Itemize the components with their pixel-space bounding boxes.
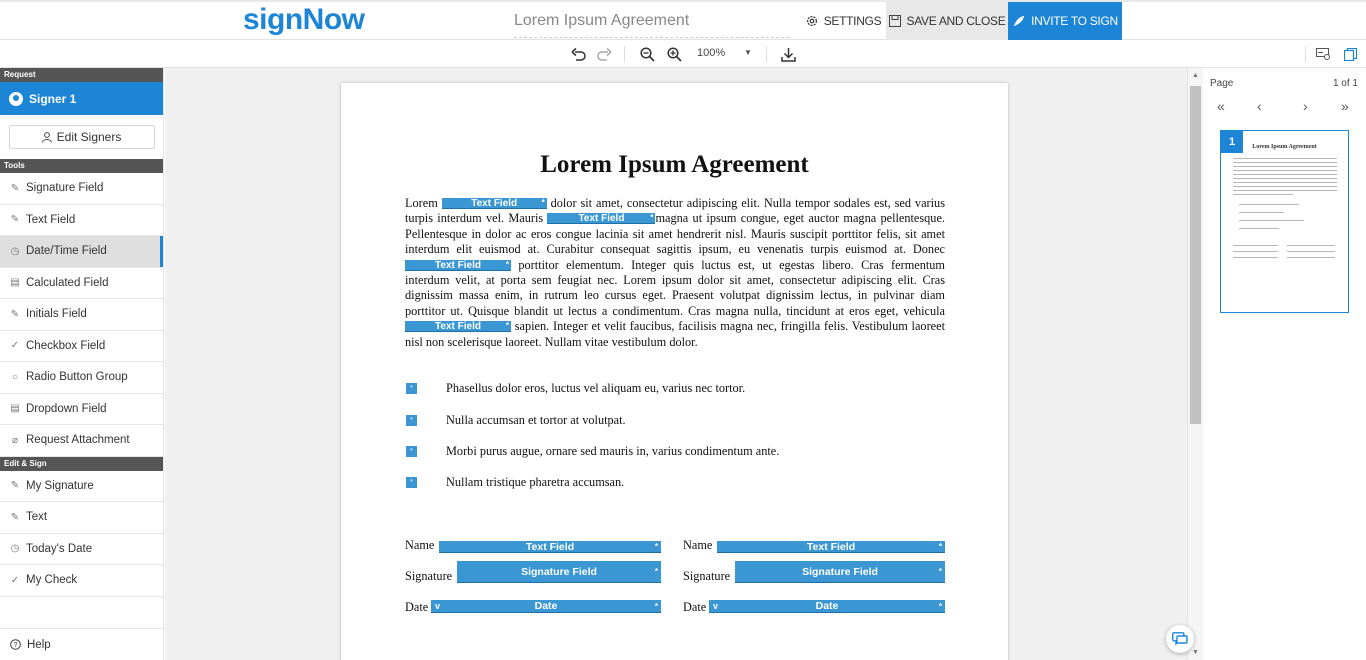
name-row-left (405, 538, 665, 554)
thumbnail-line (1233, 178, 1337, 179)
list-item-text: Nulla accumsan et tortor at volutpat. (446, 413, 626, 427)
toolbar (0, 40, 1366, 68)
pen-icon: ✎ (10, 182, 20, 194)
thumbnail-line (1233, 245, 1278, 246)
radio-icon: ○ (11, 371, 19, 383)
tool-label: Initials Field (26, 308, 87, 321)
para-text: magna ut ipsum congue, eget auctor magna pellentesque. Pellentesque in dolor ac eros congue lacinia sit amet hendrerit nisl. Mauris suscipit porttitor felis, sit amet interdum elit euismod at. Curabitur consequat sagittis ipsum, eu venenatis turpis euismod at. Donec (405, 211, 945, 257)
user-icon (9, 92, 23, 106)
page-label: Page (1210, 78, 1234, 89)
thumbnail-line (1239, 220, 1304, 221)
page-count: 1 of 1 (1332, 78, 1358, 89)
toolbar-divider (624, 46, 625, 62)
save-label: SAVE AND CLOSE (906, 14, 1006, 28)
date-field-label: Date (534, 600, 558, 612)
para-text: dolor sit amet, consectetur adipiscing elit. Nulla tempor sodales est, sed varius turpis interdum vel. Mauris (405, 196, 945, 226)
text-field[interactable] (717, 541, 945, 553)
toolbar-divider (766, 46, 767, 62)
thumbnail-line (1287, 257, 1335, 258)
tool-label: Signature Field (26, 182, 104, 195)
tool-my-signature[interactable] (0, 471, 163, 503)
request-section-header: Request (0, 68, 163, 82)
checkbox-field[interactable]: * (406, 415, 417, 426)
tool-label: My Check (26, 574, 78, 587)
thumbnail-line (1233, 166, 1337, 167)
date-field[interactable] (709, 600, 945, 613)
thumbnail-line (1233, 257, 1278, 258)
required-icon: * (650, 213, 654, 223)
tool-label: Text Field (26, 213, 76, 226)
tool-label: Today's Date (26, 542, 93, 555)
thumbnail-line (1287, 251, 1335, 252)
check-icon: ✓ (10, 574, 20, 586)
tool-label: Radio Button Group (26, 371, 128, 384)
text-field[interactable] (439, 541, 661, 553)
signature-field-label: Signature Field (521, 566, 597, 578)
document-title-input[interactable]: Lorem Ipsum Agreement (514, 8, 789, 38)
pages-panel-icon[interactable] (1340, 44, 1360, 64)
tool-label: Text (26, 511, 48, 524)
person-icon (42, 132, 52, 143)
date-label: Date (405, 600, 429, 614)
signature-field[interactable] (457, 561, 661, 583)
pen-icon: ✎ (10, 308, 20, 320)
text-field[interactable] (405, 260, 511, 271)
feather-icon (1012, 15, 1025, 28)
document-paragraph (405, 196, 945, 350)
required-icon: * (505, 259, 509, 269)
thumbnail-page-number: 1 (1221, 131, 1243, 153)
save-icon (889, 15, 901, 27)
date-field[interactable] (431, 600, 661, 613)
vertical-scrollbar[interactable] (1187, 68, 1203, 660)
signature-label: Signature (405, 569, 453, 583)
tool-radio-button-group[interactable] (0, 362, 163, 394)
chat-button[interactable] (1166, 625, 1194, 653)
help-icon (10, 639, 21, 650)
text-field-label: Text Field (435, 259, 481, 271)
help-button[interactable] (0, 628, 164, 660)
signer-selector[interactable] (0, 82, 163, 115)
save-and-close-button[interactable] (886, 2, 1008, 40)
thumbnail-line (1233, 170, 1337, 171)
tool-initials-field[interactable] (0, 299, 163, 331)
next-page-icon[interactable]: › (1303, 98, 1308, 114)
text-field-label: Text Field (525, 541, 575, 553)
pen-icon: ✎ (10, 480, 20, 492)
help-label: Help (27, 638, 51, 651)
invite-to-sign-button[interactable] (1008, 2, 1122, 40)
date-row-right (683, 600, 945, 616)
date-row-left (405, 600, 665, 616)
top-bar (0, 0, 1366, 40)
chevron-down-icon: v (713, 601, 719, 611)
tool-label: Date/Time Field (26, 245, 107, 258)
settings-label: SETTINGS (823, 14, 882, 28)
signature-field-label: Signature Field (802, 566, 878, 578)
signer-name: Signer 1 (29, 91, 77, 106)
list-item-text: Nullam tristique pharetra accumsan. (446, 475, 625, 489)
edit-sign-section-header: Edit & Sign (0, 457, 163, 471)
tool-dropdown-field[interactable] (0, 394, 163, 426)
download-icon[interactable] (778, 44, 798, 64)
thumbnail-line (1233, 251, 1278, 252)
edit-signers-button[interactable] (9, 125, 155, 149)
document-page (341, 83, 1008, 660)
tool-text[interactable] (0, 502, 163, 534)
date-field-label: Date (815, 600, 839, 612)
zoom-level[interactable]: 100% (697, 47, 726, 59)
clock-icon: ◷ (10, 543, 20, 555)
tool-label: Request Attachment (26, 434, 130, 447)
required-icon: * (541, 198, 545, 207)
first-page-icon[interactable]: « (1217, 98, 1225, 114)
tool-datetime-field[interactable] (0, 236, 163, 268)
thumbnail-title: Lorem Ipsum Agreement (1252, 144, 1317, 150)
chevron-down-icon: v (435, 601, 441, 611)
list-item-text: Morbi purus augue, ornare sed mauris in, varius condimentum ante. (446, 444, 780, 458)
thumbnail-line (1233, 190, 1337, 191)
chat-icon (1172, 632, 1188, 647)
settings-button[interactable] (800, 2, 886, 40)
required-icon: * (654, 542, 658, 551)
gear-icon (805, 14, 819, 28)
tool-label: Dropdown Field (26, 402, 107, 415)
required-icon: * (654, 602, 658, 611)
tool-request-attachment[interactable] (0, 425, 163, 457)
thumbnail-line (1233, 182, 1337, 183)
checkbox-field[interactable]: * (406, 446, 417, 457)
signnow-logo[interactable]: signNow (243, 3, 365, 36)
thumbnail-line (1233, 158, 1337, 159)
signature-field[interactable] (735, 561, 945, 583)
document-canvas (165, 68, 1187, 660)
scrollbar-thumb[interactable] (1190, 86, 1201, 424)
required-icon: * (654, 567, 658, 576)
required-icon: * (938, 542, 942, 551)
thumbnail-line (1233, 186, 1337, 187)
fields-panel-icon[interactable] (1313, 44, 1333, 64)
name-label: Name (405, 538, 435, 552)
name-label: Name (683, 538, 713, 552)
date-label: Date (683, 600, 707, 614)
thumbnail-line (1233, 194, 1293, 195)
pencil-icon: ✎ (10, 511, 20, 523)
required-icon: * (938, 602, 942, 611)
chevron-down-icon[interactable]: ▼ (744, 48, 752, 57)
tool-text-field[interactable] (0, 205, 163, 237)
checkbox-field[interactable]: * (406, 477, 417, 488)
dropdown-icon: ▤ (10, 403, 20, 415)
tool-todays-date[interactable] (0, 534, 163, 566)
tool-my-check[interactable] (0, 565, 163, 597)
thumbnail-line (1239, 204, 1299, 205)
text-field-label: Text Field (806, 541, 856, 553)
tool-checkbox-field[interactable] (0, 331, 163, 363)
page-thumbnail[interactable] (1220, 130, 1349, 313)
thumbnail-line (1239, 212, 1284, 213)
zoom-out-icon[interactable] (637, 44, 657, 64)
paperclip-icon: ⌀ (11, 434, 19, 446)
svg-text:?: ? (13, 642, 18, 650)
para-text: Lorem (405, 196, 442, 210)
edit-signers-label: Edit Signers (56, 130, 122, 144)
para-text: porttitor elementum. Integer quis luctus est, ut egestas libero. Cras fermentum interdum velit, at porta sem feugiat nec. Lorem ipsum dolor sit amet, consectetur adipiscing elit. Cras dignissim massa enim, in rutrum leo cursus eget. Praesent volutpat dignissim lectus, in pulvinar diam porttitor ut. Quisque blandit ut lectus a condimentum. Cras magna nulla, tincidunt at eros eget, vehicula (405, 257, 945, 318)
scroll-down-icon[interactable]: ▼ (1192, 649, 1199, 656)
edit-signers-wrap (0, 115, 163, 159)
text-field[interactable] (442, 198, 547, 209)
text-field-label: Text Field (471, 198, 518, 209)
tool-label: Calculated Field (26, 276, 109, 289)
document-heading: Lorem Ipsum Agreement (540, 151, 809, 178)
last-page-icon[interactable]: » (1341, 98, 1349, 114)
undo-icon[interactable] (568, 44, 588, 64)
thumbnail-line (1233, 162, 1337, 163)
toolbar-divider (1305, 46, 1306, 62)
para-text: sapien. Integer et velit faucibus, facilisis magna nec, fringilla felis. Vestibulum laoreet nisl non scelerisque laoreet. Nullam vitae vestibulum dolor. (405, 319, 945, 349)
prev-page-icon[interactable]: ‹ (1257, 98, 1262, 114)
tool-label: Checkbox Field (26, 339, 106, 352)
text-field[interactable] (405, 321, 511, 332)
list-item-text: Phasellus dolor eros, luctus vel aliquam eu, varius nec tortor. (446, 381, 746, 395)
calculator-icon: ▤ (10, 277, 20, 289)
tools-section-header: Tools (0, 159, 163, 173)
tool-calculated-field[interactable] (0, 268, 163, 300)
text-field-label: Text Field (578, 213, 625, 225)
zoom-in-icon[interactable] (664, 44, 684, 64)
name-row-right (683, 538, 945, 554)
checkbox-field[interactable]: * (406, 383, 417, 394)
pencil-icon: ✎ (10, 214, 20, 226)
invite-label: INVITE TO SIGN (1031, 14, 1118, 28)
required-icon: * (938, 567, 942, 576)
tool-signature-field[interactable] (0, 173, 163, 205)
thumbnail-line (1287, 245, 1335, 246)
scroll-up-icon[interactable]: ▲ (1192, 72, 1199, 79)
signature-row-left (405, 561, 665, 585)
page-panel (1203, 68, 1366, 660)
thumbnail-line (1233, 174, 1337, 175)
check-icon: ✓ (10, 340, 20, 352)
thumbnail-line (1239, 228, 1279, 229)
signature-row-right (683, 561, 945, 585)
signature-label: Signature (683, 569, 731, 583)
clock-icon: ◷ (10, 245, 20, 257)
required-icon: * (505, 321, 509, 331)
redo-icon[interactable] (594, 44, 614, 64)
left-sidebar (0, 68, 164, 660)
tool-label: My Signature (26, 479, 94, 492)
text-field[interactable] (547, 213, 655, 224)
text-field-label: Text Field (435, 321, 481, 333)
